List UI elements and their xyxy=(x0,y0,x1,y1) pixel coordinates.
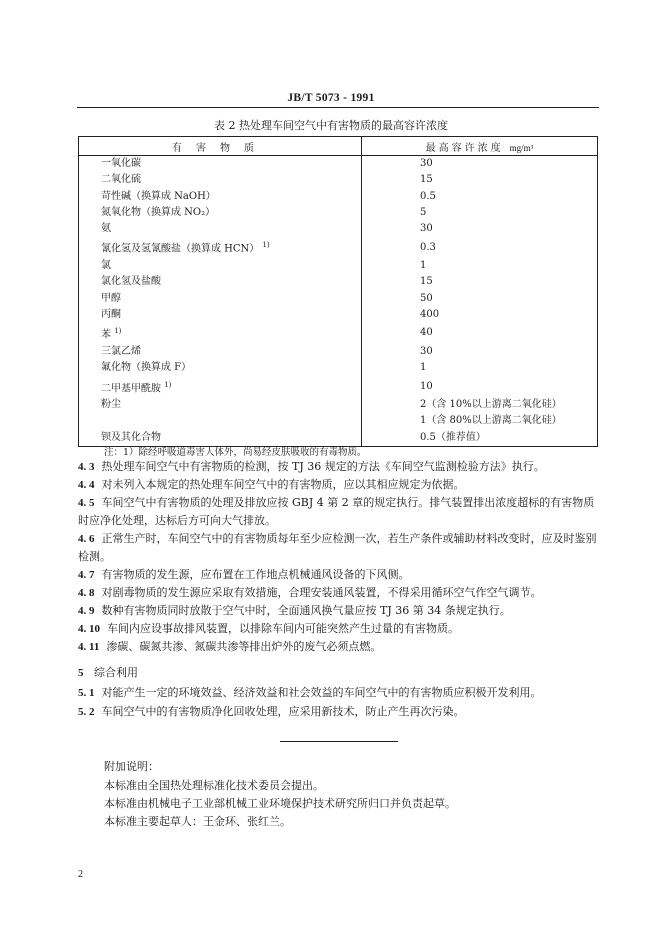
substance-cell: 粉尘 xyxy=(79,397,362,413)
table-row xyxy=(79,377,598,398)
table-row xyxy=(79,237,598,258)
concentration-cell: 2（含 10%以上游离二氧化硅） xyxy=(420,399,562,411)
clause-paragraph: 4. 7 有害物质的发生源，应布置在工作地点机械通风设备的下风侧。 xyxy=(78,568,410,581)
clause-paragraph: 4. 5 车间空气中有害物质的处理及排放应按 GBJ 4 第 2 章的规定执行。排气装置排出浓度超标的有害物质时应净化处理，达标后方可向大气排放。 xyxy=(78,496,595,527)
appendix-title: 附加说明： xyxy=(104,760,159,773)
footnote-marker: 1) xyxy=(114,327,122,336)
substance-cell: 氯 xyxy=(79,258,362,274)
substance-cell: 二甲基甲酰胺 $^{1)}$ xyxy=(79,377,362,398)
table-row xyxy=(79,291,598,307)
header-rule xyxy=(77,107,599,108)
table-row xyxy=(79,397,598,413)
page-number: 2 xyxy=(78,869,83,880)
concentration-cell: 30 xyxy=(420,158,433,169)
limits-table xyxy=(78,136,598,447)
table-note: 注：1）除经呼吸道毒害人体外，尚易经皮肤吸收的有毒物质。 xyxy=(104,447,367,458)
table-row xyxy=(79,274,598,290)
table-row xyxy=(79,172,598,188)
substance-cell: 苯 $^{1)}$ xyxy=(79,323,362,344)
concentration-cell: 1 xyxy=(420,260,427,272)
concentration-cell: 0.5 xyxy=(420,190,436,202)
table-row xyxy=(79,156,598,173)
appendix-line: 本标准由全国热处理标准化技术委员会提出。 xyxy=(104,779,324,792)
concentration-cell: 50 xyxy=(420,292,433,304)
table-row xyxy=(79,307,598,323)
footnote-marker: 1) xyxy=(164,380,172,389)
concentration-cell: 400 xyxy=(420,309,440,320)
para-5-1: 5. 1 对能产生一定的环境效益、经济效益和社会效益的车间空气中的有害物质应积极开发利用。 xyxy=(78,686,542,699)
substance-cell: 二氧化硫 xyxy=(79,172,362,188)
substance-cell xyxy=(79,413,362,429)
concentration-cell: 30 xyxy=(420,345,433,357)
footnote-marker: 1) xyxy=(262,241,270,250)
substance-cell: 氨 xyxy=(79,221,362,237)
standard-number: JB/T 5073 - 1991 xyxy=(287,92,375,104)
section-5-heading: 5 综合利用 xyxy=(78,666,138,679)
substance-cell: 氯化氢及盐酸 xyxy=(79,274,362,290)
table-row xyxy=(79,205,598,221)
concentration-cell: 30 xyxy=(420,223,433,235)
table-row xyxy=(79,413,598,429)
substance-cell: 三氯乙烯 xyxy=(79,344,362,360)
clause-paragraph: 4. 8 对剧毒物质的发生源应采取有效措施，合理安装通风装置，不得采用循环空气作空气调节。 xyxy=(78,586,542,599)
concentration-cell: 1 xyxy=(420,362,427,374)
col-header-concentration: 最高容许浓度 mg/m³ xyxy=(362,137,598,156)
substance-cell: 丙酮 xyxy=(79,307,362,323)
concentration-cell: 1（含 80%以上游离二氧化硅） xyxy=(420,415,562,427)
substance-cell: 一氧化碳 xyxy=(79,156,362,173)
concentration-cell: 0.5（推荐值） xyxy=(420,431,486,443)
table-row xyxy=(79,189,598,205)
table-row xyxy=(79,258,598,274)
clause-paragraph: 4. 6 正常生产时，车间空气中的有害物质每年至少应检测一次，若生产条件或辅助材料改变时，应及时鉴别检测。 xyxy=(78,532,597,563)
concentration-cell: 15 xyxy=(420,174,433,186)
clause-paragraph: 4. 11 渗碳、碳氮共渗、氮碳共渗等排出炉外的废气必须点燃。 xyxy=(78,640,382,653)
substance-cell: 钡及其化合物 xyxy=(79,430,362,447)
concentration-cell: 10 xyxy=(420,380,433,392)
appendix-line: 本标准由机械电子工业部机械工业环境保护技术研究所归口并负责起草。 xyxy=(104,797,456,810)
table-row xyxy=(79,323,598,344)
substance-cell: 苛性碱（换算成 NaOH） xyxy=(79,189,362,205)
appendix-line: 本标准主要起草人：王金环、张红兰。 xyxy=(104,815,291,828)
table-row xyxy=(79,221,598,237)
substance-cell: 氰化氢及氢氰酸盐（换算成 HCN） $^{1)}$ xyxy=(79,237,362,258)
concentration-cell: 40 xyxy=(420,327,433,339)
substance-cell: 甲醇 xyxy=(79,291,362,307)
table-caption: 表 2 热处理车间空气中有害物质的最高容许浓度 xyxy=(214,119,448,132)
col-header-substance: 有害物质 xyxy=(79,137,362,156)
clause-paragraph: 4. 9 数种有害物质同时放散于空气中时，全面通风换气量应按 TJ 36 第 34 条规定执行。 xyxy=(78,604,511,617)
concentration-cell: 15 xyxy=(420,276,433,288)
substance-cell: 氮氧化物（换算成 NO₂） xyxy=(79,205,362,221)
clause-paragraph: 4. 3 热处理车间空气中有害物质的检测，按 TJ 36 规定的方法《车间空气监测检验方法》执行。 xyxy=(78,460,545,473)
concentration-cell: 0.3 xyxy=(420,241,436,253)
separator-line xyxy=(280,741,398,742)
table-row xyxy=(79,344,598,360)
clause-paragraph: 4. 10 车间内应设事故排风装置，以排除车间内可能突然产生过量的有害物质。 xyxy=(78,622,459,635)
concentration-cell: 5 xyxy=(420,206,427,218)
substance-cell: 氟化物（换算成 F） xyxy=(79,360,362,376)
para-5-2: 5. 2 车间空气中的有害物质净化回收处理，应采用新技术，防止产生再次污染。 xyxy=(78,705,465,718)
clause-paragraph: 4. 4 对未列入本规定的热处理车间空气中的有害物质，应以其相应规定为依据。 xyxy=(78,478,465,491)
table-row xyxy=(79,360,598,376)
